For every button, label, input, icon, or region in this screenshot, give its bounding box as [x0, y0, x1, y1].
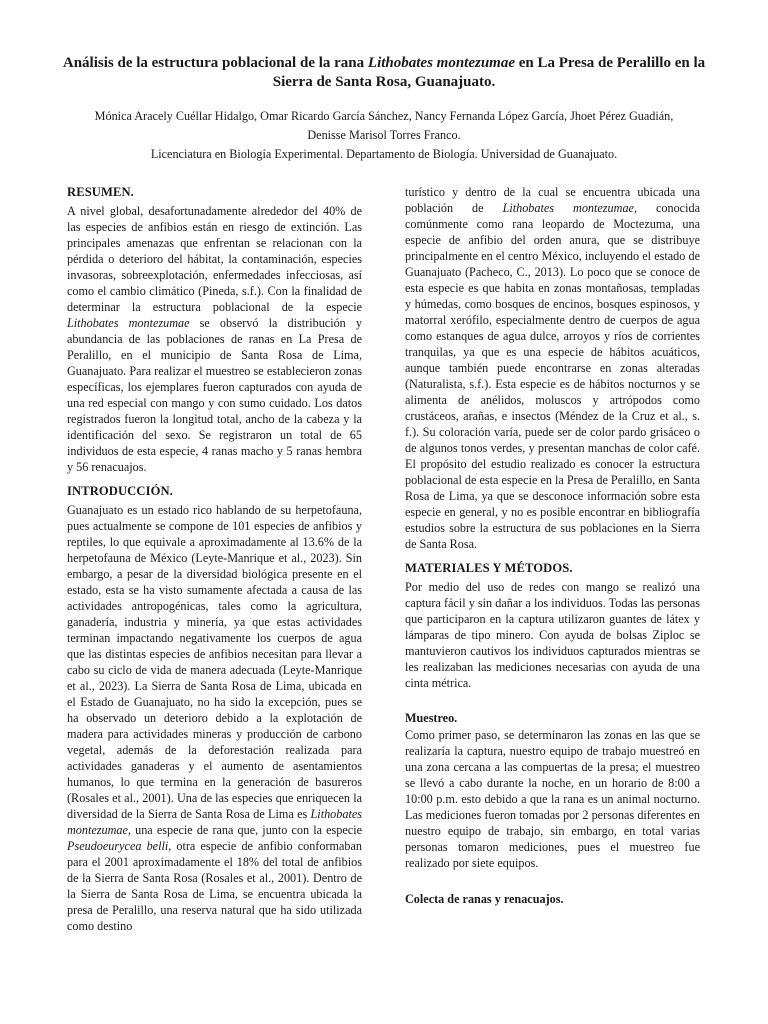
resumen-heading: RESUMEN. — [67, 185, 134, 199]
title-text-end: en La Presa de Peralillo en la Sierra de Santa Rosa, Guanajuato. — [272, 55, 706, 90]
introduccion-heading: INTRODUCCIÓN. — [67, 484, 173, 498]
muestreo-paragraph: Como primer paso, se determinaron las zonas en las que se realizaría la captura, nuestro equipo de trabajo muestreó en una zona cercana a las compuertas de la presa; el muestreo se llevó a cabo durante la noche, en un horario de 8:00 a 10:00 p.m. esto debido a que la rana es un animal nocturno. Las mediciones fueron tomadas por 2 personas diferentes en nuestro equipo de trabajo, sin embargo, en total varias personas tomaron mediciones, pues el muestreo fue realizado por siete equipos. — [405, 728, 700, 870]
author-block — [60, 107, 708, 164]
intro-species-3: Lithobates montezumae, — [502, 201, 637, 215]
introduccion-paragraph-a: Guanajuato es un estado rico hablando de su herpetofauna, pues actualmente se compone de 101 especies de anfibios y reptiles, lo que equivale a aproximadamente al 13.6% de la herpetofauna de México (Leyte-Manrique et al., 2023). Sin embargo, a pesar de la diversidad biológica presente en el estado, esta se ha visto sumamente afectada a causa de las actividades antropogénicas, tales como la agricultura, ganadería, industria y minería, ya que estas actividades terminan impactando negativamente los cuerpos de agua que las distintas especies de anfibios necesitan para llevar a cabo su ciclo de vida de manera adecuada (Leyte-Manrique et al., 2023). La Sierra de Santa Rosa de Lima, ubicada en el Estado de Guanajuato, no ha sido la excepción, pues se ha observado un deterioro debido a la explotación de madera para actividades mineras y producción de carbono vegetal, además de la deforestación realizada para actividades ganaderas y el aumento de asentamientos humanos, lo que termina en la generación de basureros (Rosales et al., 2001). Una de las especies que enriquecen la diversidad de la Sierra de Santa Rosa de Lima es Lithobates montezumae, una especie de rana que, junto con la especie Pseudoeurycea belli, otra especie de anfibio conformaban para el 2001 aproximadamente el 18% del total de anfibios de la Sierra de Santa Rosa (Rosales et al., 2001). Dentro de la Sierra de Santa Rosa de Lima, se encuentra ubicada la presa de Peralillo, una reserva natural que ha sido utilizada como destino — [67, 503, 362, 933]
introduccion-paragraph-b: turístico y dentro de la cual se encuentra ubicada una población de Lithobates montezumae, conocida comúnmente como rana leopardo de Moctezuma, una especie de anfibio del orden anura, que se distribuye principalmente en el centro México, incluyendo el estado de Guanajuato (Pacheco, C., 2013). Lo poco que se conoce de esta especie es que habita en zonas montañosas, templadas y húmedas, como bosques de encinos, bosques espinosos, y matorral xerófilo, especialmente dentro de cuerpos de agua como estanques de agua dulce, arroyos y ríos de corrientes tranquilas, ya que es una especie de hábitos acuáticos, aunque también puede encontrarse en zonas alteradas (Naturalista, s.f.). Esta especie es de hábitos nocturnos y se alimenta de anélidos, moluscos y artrópodos como crustáceos, arañas, e insectos (Méndez de la Cruz et al., s. f.). Su coloración varía, puede ser de color pardo grisáceo o de algunos tonos verdes, y presentan manchas de color café. El propósito del estudio realizado es conocer la estructura poblacional de esta especie en la Presa de Peralillo, en Santa Rosa de Lima, ya que se desconoce información sobre esta especie en general, y no es posible encontrar en bibliografía estudios sobre la estructura de sus poblaciones en la Sierra de Santa Rosa. — [405, 185, 700, 551]
right-column — [405, 184, 700, 908]
intro-continued-text: turístico y dentro de la cual se encuentra ubicada una población de — [405, 185, 700, 215]
paper-title — [60, 54, 708, 92]
title-species: Lithobates montezumae — [367, 55, 515, 71]
left-column — [67, 184, 362, 934]
title-text: Análisis de la estructura poblacional de la rana — [62, 55, 368, 71]
muestreo-heading: Muestreo. — [405, 711, 458, 725]
colecta-heading: Colecta de ranas y renacuajos. — [405, 892, 564, 906]
resumen-paragraph: A nivel global, desafortunadamente alrededor del 40% de las especies de anfibios están en riesgo de extinción. Las principales amenazas que enfrentan se relacionan con la pérdida o deterioro del hábitat, la contaminación, especies invasoras, sobreexplotación, enfermedades infecciosas, así como el cambio climático (Pineda, s.f.). Con la finalidad de determinar la estructura poblacional de la especie Lithobates montezumae se observó la distribución y abundancia de las poblaciones de ranas en La Presa de Peralillo, en el municipio de Santa Rosa de Lima, Guanajuato. Para realizar el muestreo se establecieron zonas específicas, los ejemplares fueron capturados con ayuda de una red especial con mango y con sumo cuidado. Los datos registrados fueron la longitud total, ancho de la cabeza y la identificación del sexo. Se registraron un total de 65 individuos de esta especie, 4 ranas macho y 5 ranas hembra y 56 renacuajos. — [67, 204, 362, 474]
resumen-species: Lithobates montezumae — [67, 316, 190, 330]
materiales-heading: MATERIALES Y MÉTODOS. — [405, 561, 573, 575]
intro-species-1: Lithobates montezumae — [67, 807, 362, 837]
affiliation: Licenciatura en Biología Experimental. Departamento de Biología. Universidad de Guanajuato. — [150, 147, 618, 161]
authors-line-2: Denisse Marisol Torres Franco. — [307, 128, 461, 142]
intro-species-2: Pseudoeurycea belli — [67, 839, 169, 853]
materiales-paragraph: Por medio del uso de redes con mango se realizó una captura fácil y sin dañar a los individuos. Todas las personas que participaron en la captura utilizaron guantes de látex y lámparas de tipo minero. Con ayuda de bolsas Ziploc se mantuvieron cautivos los individuos capturados mientras se les realizaban las mediciones necesarias con ayuda de una cinta métrica. — [405, 580, 700, 690]
authors-line-1: Mónica Aracely Cuéllar Hidalgo, Omar Ricardo García Sánchez, Nancy Fernanda López García, Jhoet Pérez Guadián, — [94, 109, 674, 123]
